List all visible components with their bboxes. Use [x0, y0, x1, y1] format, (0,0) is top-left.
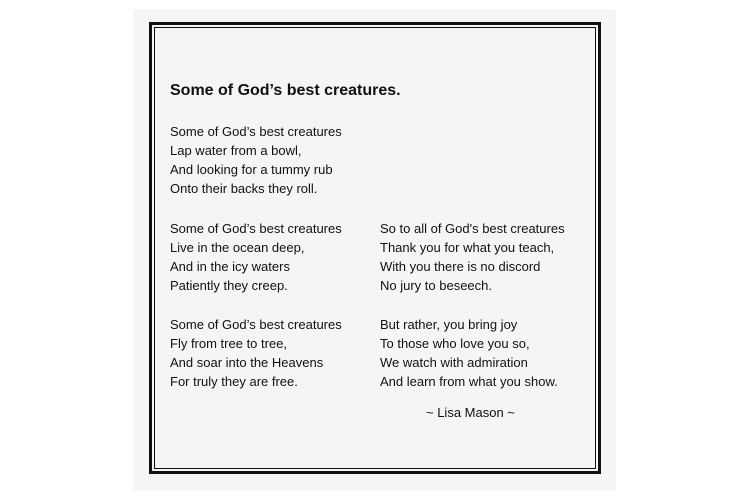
poem-line: No jury to beseech. — [380, 278, 493, 293]
poem-line: Some of God’s best creatures — [170, 124, 342, 139]
poem-line: Live in the ocean deep, — [170, 240, 305, 255]
stanza-2 — [170, 219, 342, 295]
poem-line: Lap water from a bowl, — [170, 143, 302, 158]
poem-line: And soar into the Heavens — [170, 355, 324, 370]
poem-line: And learn from what you show. — [380, 374, 558, 389]
poem-title: Some of God’s best creatures. — [170, 82, 401, 99]
poem-line: We watch with admiration — [380, 355, 528, 370]
poem-line: Some of God’s best creatures — [170, 221, 342, 236]
stanza-4 — [380, 219, 565, 295]
poem-line: But rather, you bring joy — [380, 317, 518, 332]
poem-line: To those who love you so, — [380, 336, 530, 351]
poem-line: And in the icy waters — [170, 259, 290, 274]
stanza-1 — [170, 122, 342, 198]
poem-line: Fly from tree to tree, — [170, 336, 288, 351]
poem-line: Thank you for what you teach, — [380, 240, 555, 255]
poem-line: Onto their backs they roll. — [170, 181, 318, 196]
poem-author: ~ Lisa Mason ~ — [426, 405, 515, 420]
poem-line: With you there is no discord — [380, 259, 541, 274]
poem-line: So to all of God's best creatures — [380, 221, 565, 236]
poem-line: Some of God’s best creatures — [170, 317, 342, 332]
poem-line: For truly they are free. — [170, 374, 298, 389]
stanza-3 — [170, 315, 342, 391]
poem-line: Patiently they creep. — [170, 278, 288, 293]
poem-line: And looking for a tummy rub — [170, 162, 333, 177]
stanza-5 — [380, 315, 558, 391]
